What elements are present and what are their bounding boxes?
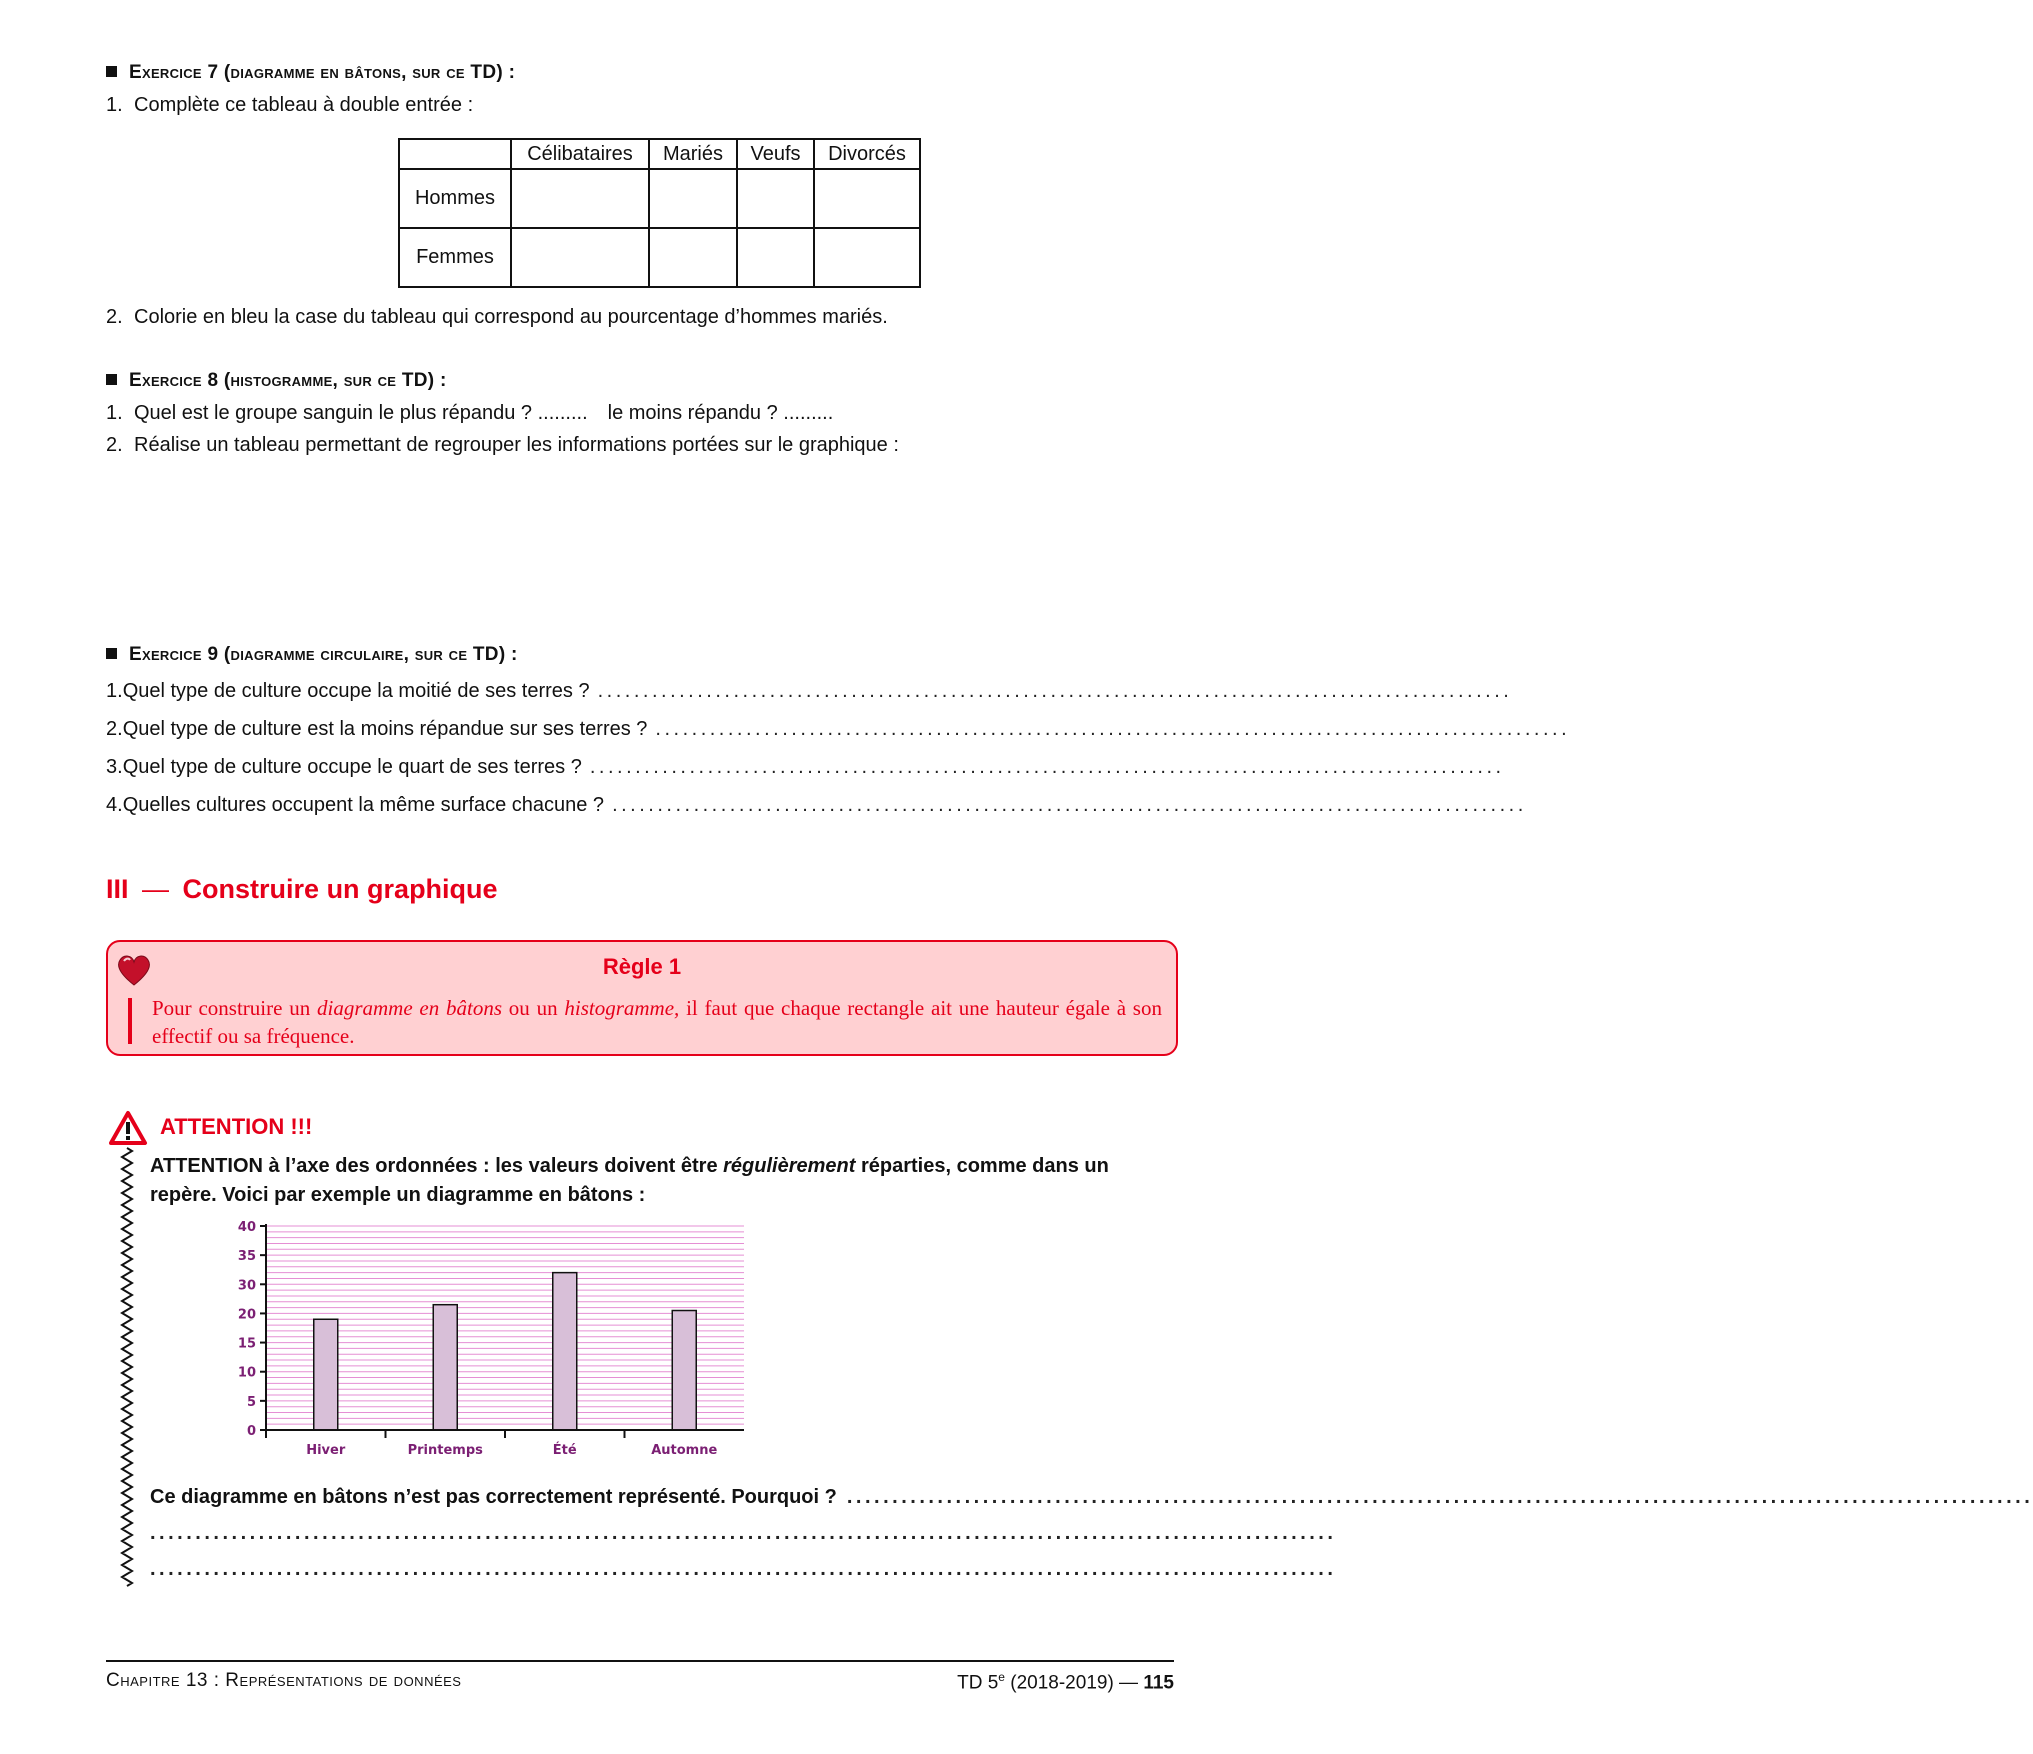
question-text: Quel est le groupe sanguin le plus répandu ? ......... (134, 402, 588, 424)
table-cell[interactable] (737, 169, 814, 228)
exercise-7-title (106, 62, 515, 84)
question-text-2: le moins répandu ? ......... (607, 402, 834, 424)
exercise-7-label: Exercice 7 (129, 62, 219, 83)
y-tick-label: 0 (246, 1424, 256, 1439)
exercise-8-title (106, 370, 447, 392)
table-header-cell: Mariés (649, 139, 737, 169)
answer-dots[interactable]: ..................................................................................................... (597, 680, 1513, 702)
y-tick-label: 35 (237, 1249, 256, 1265)
footer-page-info (957, 1670, 1174, 1694)
exercise-7-q1 (106, 94, 473, 117)
bar (672, 1311, 696, 1430)
section-title (106, 874, 498, 905)
question-text: Quel type de culture occupe la moitié de ses terres ? (122, 680, 590, 702)
rule-text-emph: histogramme, (564, 996, 680, 1020)
answer-dots[interactable]: ................................................................................................................................... (150, 1558, 1337, 1580)
attention-text-part: ATTENTION à l’axe des ordonnées : les valeurs doivent être (150, 1155, 724, 1177)
table-cell[interactable] (737, 228, 814, 287)
x-tick-label: Hiver (306, 1443, 346, 1458)
rule-text-part: ou un (502, 996, 565, 1020)
exercise-8-q1 (106, 402, 833, 425)
question-number: 4. (106, 794, 123, 816)
attention-text (150, 1152, 1170, 1210)
table-cell[interactable] (814, 228, 920, 287)
bar-chart (214, 1218, 754, 1472)
rule-text-part: il faut que chaque rectangle ait une hauteur égale à son effectif ou sa fréquence. (152, 996, 1162, 1048)
y-tick-label: 20 (237, 1307, 256, 1323)
zigzag-border (120, 1148, 134, 1582)
answer-dots[interactable]: ................................................................................................................................... (150, 1522, 1337, 1544)
question-number: 1. (106, 680, 123, 702)
footer-rule (106, 1660, 1174, 1662)
bar (553, 1273, 577, 1430)
question-text: Quelles cultures occupent la même surface chacune ? (122, 794, 605, 816)
exercise-9-title (106, 644, 518, 666)
table-row-header: Hommes (399, 169, 511, 228)
table-cell[interactable] (511, 228, 649, 287)
footer-chapter: Chapitre 13 : Représentations de données (106, 1670, 462, 1691)
rule-box (106, 940, 1178, 1056)
question-number: 2. (106, 434, 123, 456)
square-bullet-icon (106, 66, 117, 77)
question-number: 2. (106, 306, 123, 328)
table-cell[interactable] (511, 169, 649, 228)
question-text: Réalise un tableau permettant de regrouper les informations portées sur le graphique : (134, 434, 899, 456)
y-tick-label: 10 (237, 1365, 256, 1381)
y-tick-label: 30 (237, 1278, 256, 1294)
exercise-8-subtitle: (histogramme, sur ce TD) : (223, 370, 447, 391)
table-cell[interactable] (649, 228, 737, 287)
question-text: Quel type de culture est la moins répandue sur ses terres ? (122, 718, 648, 740)
rule-text-part: Pour construire un (152, 996, 317, 1020)
rule-bar (128, 998, 132, 1044)
rule-text (152, 994, 1162, 1050)
x-tick-label: Automne (651, 1443, 718, 1458)
exercise-8-label: Exercice 8 (129, 370, 219, 391)
chart-x-labels (306, 1442, 717, 1458)
attention-question (150, 1486, 2033, 1509)
table-cell[interactable] (814, 169, 920, 228)
answer-dots[interactable]: ..................................................................................................... (655, 718, 1571, 740)
question-text: Colorie en bleu la case du tableau qui correspond au pourcentage d’hommes mariés. (134, 306, 888, 328)
double-entry-table (398, 138, 921, 288)
table-header-cell: Veufs (737, 139, 814, 169)
rule-text-emph: diagramme en bâtons (316, 996, 503, 1020)
answer-dots[interactable]: ..................................................................................................... (589, 756, 1505, 778)
answer-dots[interactable]: ..................................................................................................... (612, 794, 1527, 816)
y-tick-label: 5 (246, 1394, 256, 1410)
attention-text-emph: régulièrement (723, 1155, 856, 1177)
table-corner-cell[interactable] (399, 139, 511, 169)
bar (433, 1305, 457, 1430)
warning-icon (108, 1110, 148, 1146)
exercise-8-q2 (106, 434, 899, 457)
question-text: Complète ce tableau à double entrée : (134, 94, 474, 116)
table-header-cell: Célibataires (511, 139, 649, 169)
question-number: 1. (106, 94, 123, 116)
section-dash: — (142, 874, 170, 904)
footer-year: (2018-2019) — (1004, 1672, 1144, 1694)
chart-y-labels (238, 1220, 256, 1439)
exercise-9-subtitle: (diagramme circulaire, sur ce TD) : (223, 644, 518, 665)
table-header-row (399, 139, 920, 169)
table-row-header: Femmes (399, 228, 511, 287)
exercise-9-q1 (106, 680, 1513, 703)
exercise-9-q3 (106, 756, 1505, 779)
table-cell[interactable] (649, 169, 737, 228)
rule-title: Règle 1 (602, 954, 682, 979)
footer-td: TD 5 (957, 1672, 999, 1694)
y-tick-label: 15 (237, 1336, 256, 1352)
attention-text-part: réparties, comme dans un repère. Voici par exemple un diagramme en bâtons : (150, 1155, 1109, 1206)
question-number: 1. (106, 402, 123, 424)
question-number: 2. (106, 718, 123, 740)
footer-sup: e (998, 1670, 1005, 1684)
exercise-9-q2 (106, 718, 1571, 741)
question-text: Quel type de culture occupe le quart de ses terres ? (122, 756, 582, 778)
exercise-9-q4 (106, 794, 1527, 817)
exercise-7-q2 (106, 306, 888, 329)
square-bullet-icon (106, 374, 117, 385)
exercise-7-subtitle: (diagramme en bâtons, sur ce TD) : (223, 62, 516, 83)
footer-page-number: 115 (1143, 1672, 1174, 1694)
bar (314, 1319, 338, 1430)
x-tick-label: Printemps (407, 1443, 483, 1458)
x-tick-label: Été (552, 1443, 577, 1458)
table-row (399, 228, 920, 287)
section-heading: Construire un graphique (182, 874, 498, 904)
attention-question-text: Ce diagramme en bâtons n’est pas correctement représenté. Pourquoi ? (150, 1486, 837, 1508)
y-tick-label: 40 (237, 1220, 256, 1235)
section-number: III (106, 874, 129, 904)
square-bullet-icon (106, 648, 117, 659)
answer-dots[interactable]: ................................................................................................................................... (846, 1486, 2033, 1508)
exercise-9-label: Exercice 9 (129, 644, 219, 665)
question-number: 3. (106, 756, 123, 778)
attention-title: ATTENTION !!! (160, 1114, 313, 1139)
table-header-cell: Divorcés (814, 139, 920, 169)
table-row (399, 169, 920, 228)
